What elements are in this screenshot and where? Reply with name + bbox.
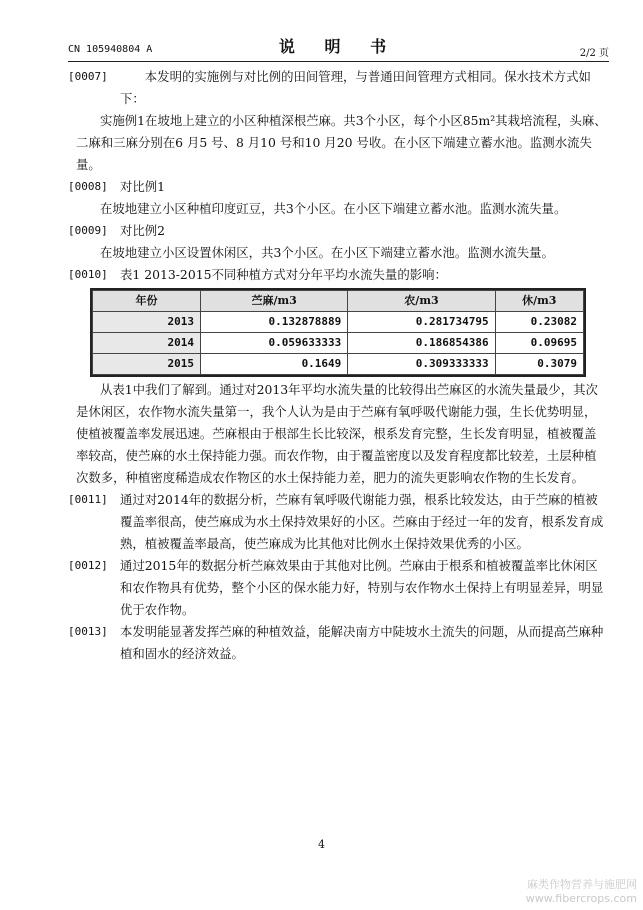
paragraph-0010 (68, 264, 608, 286)
paragraph-0013 (68, 621, 608, 665)
table-cell: 0.186854386 (348, 333, 495, 354)
water-loss-table (92, 290, 584, 375)
paragraph-text: 实施例1在坡地上建立的小区种植深根苎麻。共3个小区，每个小区85m²其栽培流程，头麻、二麻和三麻分别在6 月5 号、8 月10 号和10 月20 号收。在小区下端建立蓄水池。监测水流失量。 (76, 113, 607, 172)
paragraph-text: 从表1中我们了解到。通过对2013年平均水流失量的比较得出苎麻区的水流失量最少，其次是休闲区，农作物水流失量第一，我个人认为是由于苎麻有氧呼吸代谢能力强，生长优势明显，使植被覆盖率发展迅速。苎麻根由于根部生长比较深，根系发育完整，生长发育明显，植被覆盖率较高，使苎麻的水土保持能力强。而农作物，由于覆盖密度以及发育程度都比较差，土层种植次数多，种植密度稀造成农作物区的水土保持能力差，肥力的流失更影响农作物的生长发育。 (76, 382, 598, 485)
paragraph-tag: [0007] (68, 70, 108, 83)
paragraph-text: 在坡地建立小区设置休闲区，共3个小区。在小区下端建立蓄水池。监测水流失量。 (100, 245, 554, 260)
header-crop: 农/m3 (348, 291, 495, 312)
page-title: 说 明 书 (278, 37, 399, 56)
table-row (93, 354, 584, 375)
table-header-row (93, 291, 584, 312)
table-row (93, 312, 584, 333)
paragraph-text: 通过对2014年的数据分析，苎麻有氧呼吸代谢能力强，根系比较发达，由于苎麻的植被覆盖率很高，使苎麻成为水土保持效果好的小区。苎麻由于经过一年的发育，根系发育成熟，植被覆盖率最高，使苎麻成为比其他对比例水土保持效果优秀的小区。 (120, 492, 604, 551)
publication-number: CN 105940804 A (68, 44, 153, 55)
header-fallow: 休/m3 (495, 291, 583, 312)
table-caption: 表1 2013-2015不同种植方式对分年平均水流失量的影响： (120, 267, 447, 282)
paragraph-tag: [0011] (68, 493, 108, 506)
paragraph-text: 对比例1 (120, 179, 166, 194)
paragraph-example-1 (68, 110, 608, 176)
paragraph-0012 (68, 555, 608, 621)
header-ramie: 苎麻/m3 (201, 291, 348, 312)
paragraph-0009 (68, 220, 608, 242)
page-count: 2/2 页 (579, 48, 609, 59)
paragraph-table-analysis (68, 379, 608, 489)
table-cell-year: 2013 (93, 312, 201, 333)
paragraph-tag: [0010] (68, 268, 108, 281)
paragraph-tag: [0008] (68, 180, 108, 193)
table-cell: 0.23082 (495, 312, 583, 333)
table-cell: 0.3079 (495, 354, 583, 375)
paragraph-tag: [0009] (68, 224, 108, 237)
paragraph-text: 通过2015年的数据分析苎麻效果由于其他对比例。苎麻由于根系和植被覆盖率比休闲区和农作物具有优势，整个小区的保水能力好，特别与农作物水土保持上有明显差异，明显优于农作物。 (120, 558, 604, 617)
table-cell: 0.132878889 (201, 312, 348, 333)
page-header (68, 34, 609, 58)
page-number: 4 (318, 838, 325, 851)
paragraph-text: 在坡地建立小区种植印度豇豆，共3个小区。在小区下端建立蓄水池。监测水流失量。 (100, 201, 567, 216)
table-cell: 0.059633333 (201, 333, 348, 354)
paragraph-0008 (68, 176, 608, 198)
table-cell-year: 2015 (93, 354, 201, 375)
table-cell: 0.09695 (495, 333, 583, 354)
paragraph-text: 对比例2 (120, 223, 166, 238)
table-cell: 0.281734795 (348, 312, 495, 333)
paragraph-comparison-1 (68, 198, 608, 220)
paragraph-text: 本发明的实施例与对比例的田间管理，与普通田间管理方式相同。保水技术方式如下： (120, 69, 591, 106)
data-table-frame (90, 288, 586, 377)
header-divider (68, 61, 609, 62)
document-body (68, 66, 608, 665)
paragraph-0007 (68, 66, 608, 110)
paragraph-tag: [0012] (68, 559, 108, 572)
paragraph-0011 (68, 489, 608, 555)
paragraph-tag: [0013] (68, 625, 108, 638)
paragraph-text: 本发明能显著发挥苎麻的种植效益，能解决南方中陡坡水土流失的问题，从而提高苎麻种植和固水的经济效益。 (120, 624, 604, 661)
watermark-title: 麻类作物营养与施肥网 (527, 878, 637, 891)
watermark-url: www.fibercrops.com (525, 892, 637, 905)
table-cell: 0.1649 (201, 354, 348, 375)
paragraph-comparison-2 (68, 242, 608, 264)
site-watermark (526, 878, 637, 906)
table-cell: 0.309333333 (348, 354, 495, 375)
table-row (93, 333, 584, 354)
table-cell-year: 2014 (93, 333, 201, 354)
header-year: 年份 (93, 291, 201, 312)
